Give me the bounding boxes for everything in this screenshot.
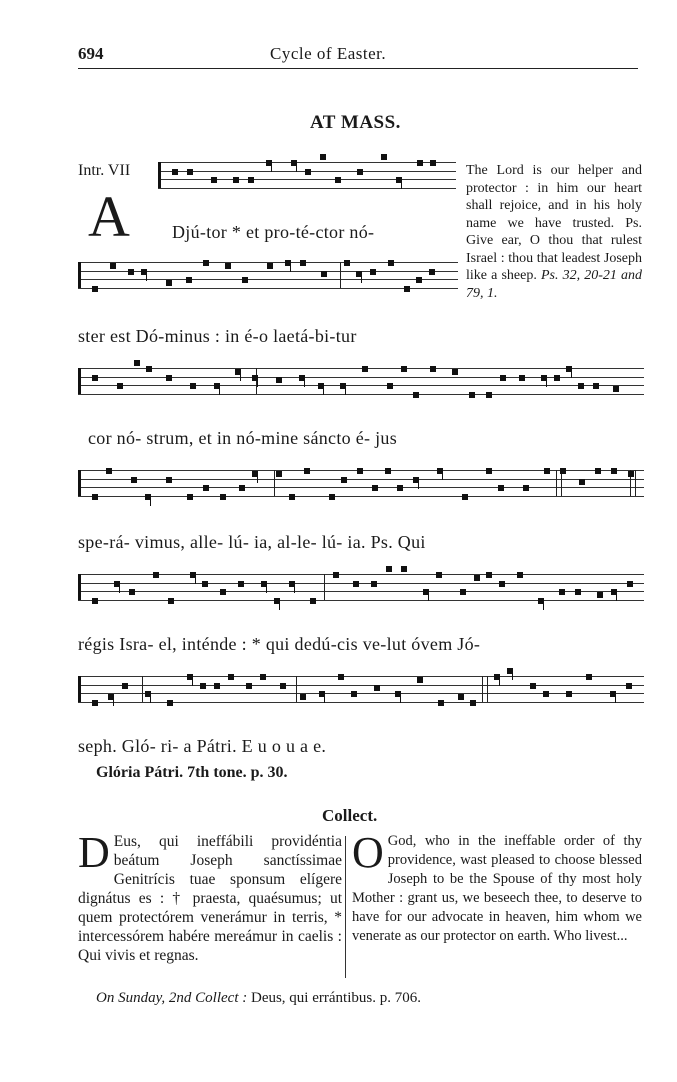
neume xyxy=(611,468,617,474)
neume xyxy=(559,589,565,595)
neume xyxy=(413,392,419,398)
neume-stem xyxy=(294,581,295,593)
neume xyxy=(578,383,584,389)
neume xyxy=(372,485,378,491)
neume xyxy=(280,683,286,689)
neume xyxy=(242,277,248,283)
neume xyxy=(385,468,391,474)
page-number: 694 xyxy=(78,44,104,63)
neume xyxy=(371,581,377,587)
neume xyxy=(110,263,116,269)
staff-line xyxy=(78,574,644,575)
neume xyxy=(187,494,193,500)
footnote-lead: On Sunday, 2nd Collect : xyxy=(96,990,248,1006)
neume xyxy=(214,683,220,689)
staff-line xyxy=(78,702,644,703)
neume xyxy=(300,694,306,700)
neume xyxy=(129,589,135,595)
clef-icon xyxy=(78,368,85,394)
english-text: God, who in the ineffable order of thy providence, wast pleased to choose blessed Joseph to be the Spouse of thy most holy Mother : grant us, we beseech thee, to deserve to have for our advocate in heaven, him whom we venerate as our protector on earth. Who livest... xyxy=(352,833,642,944)
neume xyxy=(333,572,339,578)
neume xyxy=(469,392,475,398)
translation-reference: Ps. 32, 20-21 and 79, 1. xyxy=(466,268,642,301)
neume xyxy=(575,589,581,595)
neume xyxy=(499,581,505,587)
neume xyxy=(417,677,423,683)
neume xyxy=(203,485,209,491)
neume xyxy=(597,592,603,598)
neume xyxy=(92,375,98,381)
staff-line xyxy=(78,600,644,601)
staff-line xyxy=(78,676,644,677)
neume-stem xyxy=(304,375,305,387)
bar-line xyxy=(482,676,488,702)
neume xyxy=(200,683,206,689)
clef-icon xyxy=(158,162,165,188)
bar-line xyxy=(296,676,297,702)
bar-line xyxy=(274,470,275,496)
neume xyxy=(134,360,140,366)
neume xyxy=(627,581,633,587)
neume-stem xyxy=(150,691,151,703)
lyric-line-5: régis Isra- el, inténde : * qui dedú-cis ve-lut óvem Jó- xyxy=(78,634,481,654)
neume-stem xyxy=(615,691,616,703)
staff-line xyxy=(158,179,456,180)
neume xyxy=(357,468,363,474)
neume xyxy=(374,685,380,691)
staff-line xyxy=(158,188,456,189)
clef-icon xyxy=(78,470,85,496)
neume-stem xyxy=(219,383,220,395)
neume xyxy=(344,260,350,266)
neume xyxy=(168,598,174,604)
neume xyxy=(351,691,357,697)
neume xyxy=(530,683,536,689)
neume-stem xyxy=(512,668,513,680)
neume xyxy=(401,566,407,572)
translation-text: The Lord is our helper and protector : in him our heart shall rejoice, and in his holy name we have trusted. Ps. Give ear, O thou that rulest Israel : thou that leadest Joseph like a sheep. xyxy=(466,163,642,283)
neume-stem xyxy=(146,269,147,281)
neume xyxy=(579,479,585,485)
neume-stem xyxy=(279,598,280,610)
neume-stem xyxy=(361,271,362,283)
staff-line xyxy=(78,583,644,584)
neume xyxy=(416,277,422,283)
neume xyxy=(289,494,295,500)
neume-stem xyxy=(195,572,196,584)
staff-line xyxy=(158,162,456,163)
neume-stem xyxy=(266,581,267,593)
neume xyxy=(341,477,347,483)
chant-staff xyxy=(78,368,644,394)
staff-line xyxy=(78,385,644,386)
neume xyxy=(628,471,634,477)
footnote-text: Deus, qui errántibus. p. 706. xyxy=(250,990,421,1006)
neume xyxy=(517,572,523,578)
neume xyxy=(460,589,466,595)
neume-stem xyxy=(257,471,258,483)
introit-translation xyxy=(466,162,642,302)
neume xyxy=(362,366,368,372)
neume xyxy=(92,598,98,604)
neume xyxy=(404,286,410,292)
lyric-line-6: seph. Gló- ri- a Pátri. E u o u a e. xyxy=(78,736,327,756)
neume xyxy=(560,468,566,474)
neume-stem xyxy=(546,375,547,387)
neume-stem xyxy=(418,477,419,489)
staff-line xyxy=(78,288,458,289)
neume-stem xyxy=(257,375,258,387)
neume xyxy=(300,260,306,266)
staff-line xyxy=(78,279,458,280)
collect-latin xyxy=(78,828,342,965)
neume xyxy=(626,683,632,689)
neume xyxy=(211,177,217,183)
neume xyxy=(186,277,192,283)
lyric-line-2: ster est Dó-minus : in é-o laetá-bi-tur xyxy=(78,326,357,346)
neume xyxy=(92,700,98,706)
staff-line xyxy=(78,685,644,686)
neume xyxy=(544,468,550,474)
neume xyxy=(220,494,226,500)
neume xyxy=(304,468,310,474)
neume xyxy=(117,383,123,389)
neume xyxy=(338,674,344,680)
neume xyxy=(320,154,326,160)
neume xyxy=(436,572,442,578)
neume-stem xyxy=(616,589,617,601)
english-initial: O xyxy=(352,828,384,877)
section-title: AT MASS. xyxy=(310,112,401,133)
neume xyxy=(128,269,134,275)
neume-stem xyxy=(323,383,324,395)
clef-icon xyxy=(78,574,85,600)
neume xyxy=(92,286,98,292)
running-title: Cycle of Easter. xyxy=(270,44,387,63)
neume xyxy=(357,169,363,175)
neume xyxy=(430,160,436,166)
introit-label: Intr. VII xyxy=(78,162,131,179)
neume xyxy=(329,494,335,500)
neume xyxy=(417,160,423,166)
neume-stem xyxy=(290,260,291,272)
neume xyxy=(386,566,392,572)
neume-stem xyxy=(240,369,241,381)
neume xyxy=(613,386,619,392)
neume xyxy=(452,369,458,375)
neume xyxy=(498,485,504,491)
neume xyxy=(166,375,172,381)
staff-line xyxy=(78,271,458,272)
neume xyxy=(543,691,549,697)
neume xyxy=(486,468,492,474)
neume xyxy=(335,177,341,183)
neume xyxy=(166,280,172,286)
bar-line xyxy=(142,676,143,702)
neume-stem xyxy=(442,468,443,480)
header-rule xyxy=(78,68,638,69)
neume xyxy=(172,169,178,175)
neume xyxy=(353,581,359,587)
neume xyxy=(401,366,407,372)
neume xyxy=(321,271,327,277)
collect-english xyxy=(352,828,642,946)
neume xyxy=(146,366,152,372)
lyric-line-3: cor nó- strum, et in nó-mine sáncto é- jus xyxy=(88,428,398,448)
staff-line xyxy=(78,394,644,395)
neume xyxy=(593,383,599,389)
staff-line xyxy=(78,693,644,694)
neume-stem xyxy=(271,160,272,172)
neume-stem xyxy=(324,691,325,703)
latin-text: Eus, qui ineffábili providéntia beátum Joseph sanctíssimae Genitrícis tuae sponsum elígere dignátus es : † praesta, quaésumus; ut quem protectórem venerámur in terris, * intercessórem habére mereámur in caelis : Qui vivis et regnas. xyxy=(78,833,342,964)
neume-stem xyxy=(113,694,114,706)
neume xyxy=(486,572,492,578)
neume-stem xyxy=(119,581,120,593)
clef-icon xyxy=(78,676,85,702)
neume xyxy=(233,177,239,183)
neume-stem xyxy=(296,160,297,172)
neume xyxy=(486,392,492,398)
neume xyxy=(190,383,196,389)
neume xyxy=(167,700,173,706)
neume xyxy=(202,581,208,587)
neume xyxy=(122,683,128,689)
bar-line xyxy=(340,262,341,288)
neume xyxy=(92,494,98,500)
chant-staff xyxy=(78,574,644,600)
collect-title: Collect. xyxy=(322,806,378,825)
neume xyxy=(305,169,311,175)
neume xyxy=(381,154,387,160)
neume xyxy=(310,598,316,604)
chant-staff xyxy=(78,676,644,702)
clef-icon xyxy=(78,262,85,288)
neume xyxy=(387,383,393,389)
neume-stem xyxy=(192,674,193,686)
latin-initial: D xyxy=(78,828,110,877)
neume xyxy=(595,468,601,474)
chant-staff xyxy=(78,262,458,288)
neume xyxy=(238,581,244,587)
neume xyxy=(228,674,234,680)
neume xyxy=(370,269,376,275)
neume xyxy=(519,375,525,381)
lyric-line-1: Djú-tor * et pro-té-ctor nó- xyxy=(172,222,375,242)
neume xyxy=(246,683,252,689)
neume xyxy=(430,366,436,372)
neume-stem xyxy=(345,383,346,395)
neume xyxy=(248,177,254,183)
neume xyxy=(153,572,159,578)
neume xyxy=(276,471,282,477)
neume-stem xyxy=(499,674,500,686)
neume xyxy=(470,700,476,706)
neume xyxy=(187,169,193,175)
neume-stem xyxy=(543,598,544,610)
neume xyxy=(220,589,226,595)
neume xyxy=(397,485,403,491)
neume-stem xyxy=(428,589,429,601)
neume-stem xyxy=(150,494,151,506)
neume xyxy=(225,263,231,269)
bar-line xyxy=(324,574,325,600)
neume xyxy=(438,700,444,706)
neume xyxy=(429,269,435,275)
neume xyxy=(260,674,266,680)
neume xyxy=(586,674,592,680)
neume xyxy=(388,260,394,266)
neume xyxy=(276,377,282,383)
footnote xyxy=(96,990,421,1007)
neume xyxy=(106,468,112,474)
neume xyxy=(566,691,572,697)
gloria-patri-line: Glória Pátri. 7th tone. p. 30. xyxy=(96,764,288,781)
neume xyxy=(267,263,273,269)
neume xyxy=(203,260,209,266)
neume xyxy=(462,494,468,500)
staff-line xyxy=(78,368,644,369)
neume xyxy=(166,477,172,483)
column-divider xyxy=(345,836,346,978)
neume-stem xyxy=(400,691,401,703)
neume xyxy=(554,375,560,381)
neume xyxy=(500,375,506,381)
neume xyxy=(458,694,464,700)
neume-stem xyxy=(401,177,402,189)
neume xyxy=(239,485,245,491)
chant-staff xyxy=(78,470,644,496)
introit-initial: A xyxy=(88,184,130,249)
neume xyxy=(523,485,529,491)
neume xyxy=(131,477,137,483)
neume xyxy=(474,575,480,581)
lyric-line-4: spe-rá- vimus, alle- lú- ia, al-le- lú- ia. Ps. Qui xyxy=(78,532,426,552)
chant-staff xyxy=(158,162,456,188)
neume-stem xyxy=(571,366,572,378)
